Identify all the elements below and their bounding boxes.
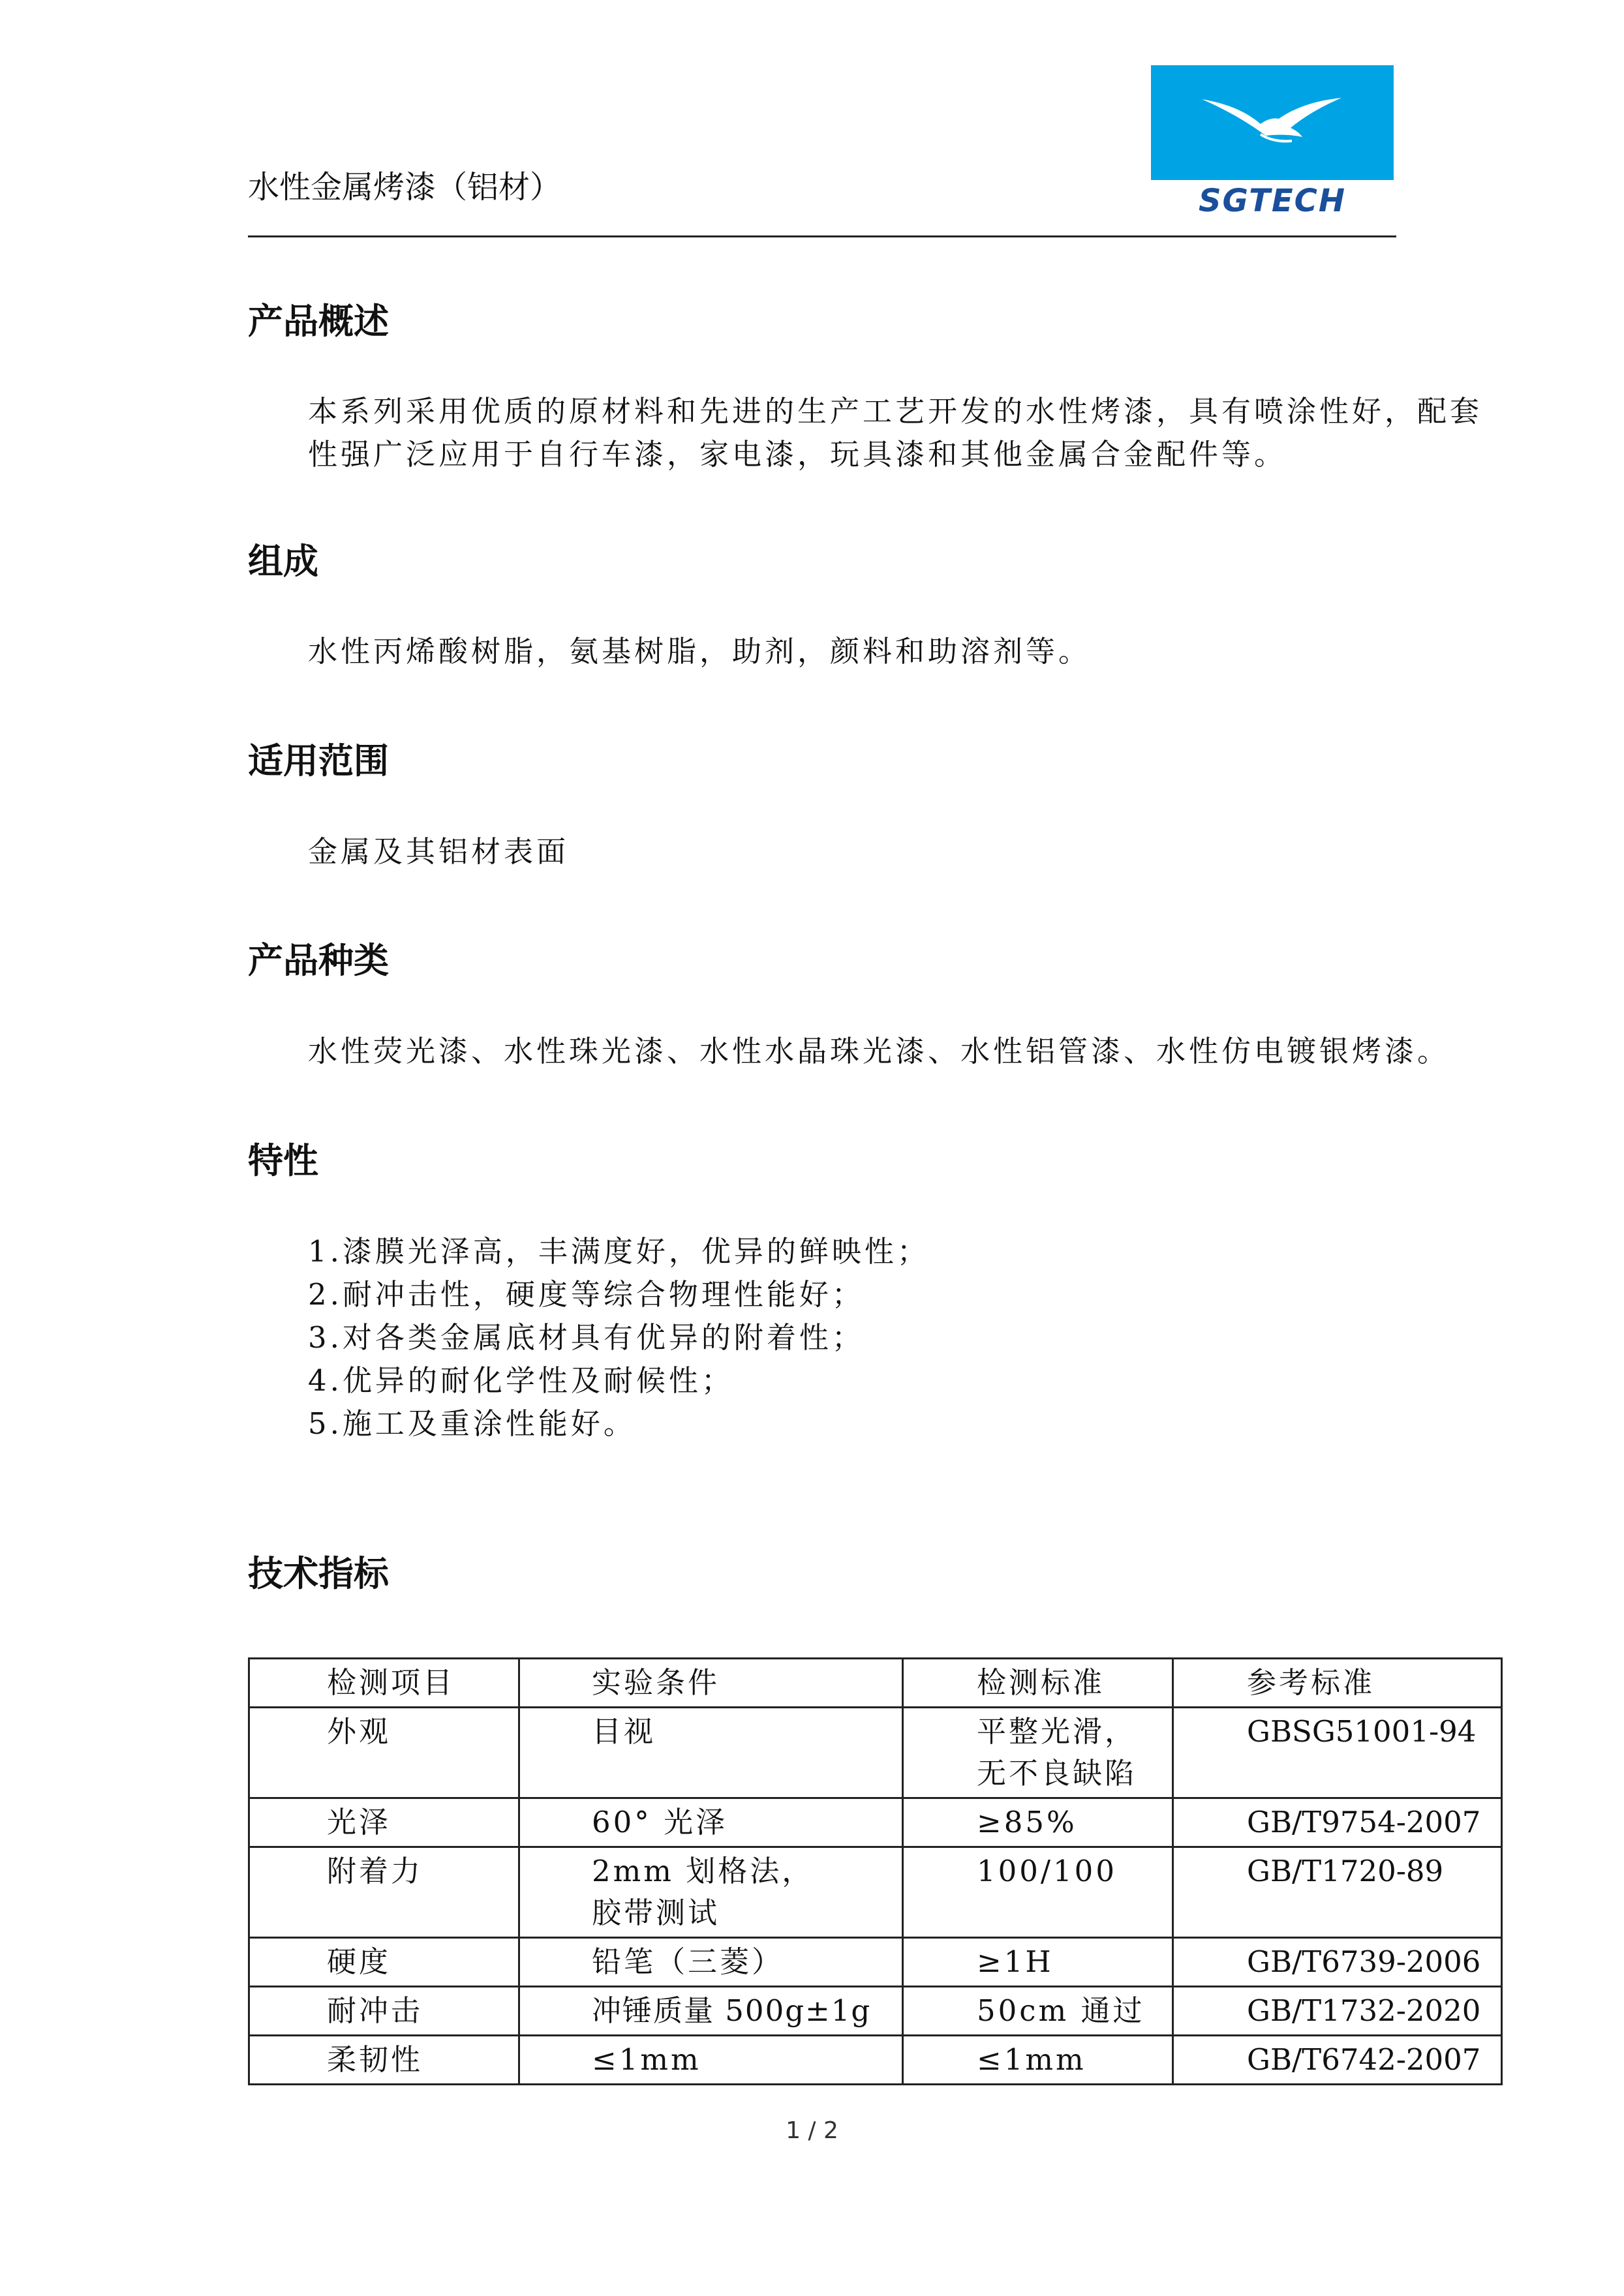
spec-standard: ≥1H — [903, 1938, 1173, 1987]
spec-standard: ≥85% — [903, 1798, 1173, 1847]
spec-item: 柔韧性 — [249, 2036, 519, 2085]
scope-text: 金属及其铝材表面 — [308, 834, 570, 869]
spec-standard: 50cm 通过 — [903, 1987, 1173, 2036]
spec-item: 耐冲击 — [249, 1987, 519, 2036]
page-number: 1 / 2 — [786, 2117, 838, 2144]
table-row — [249, 1708, 1502, 1798]
feature-item: 5.施工及重涂性能好。 — [308, 1406, 636, 1441]
overview-text — [308, 390, 1482, 476]
spec-item: 外观 — [249, 1708, 519, 1798]
column-header: 检测项目 — [249, 1659, 519, 1708]
table-row — [249, 1987, 1502, 2036]
header-divider — [248, 235, 1396, 237]
spec-reference: GBSG51001-94 — [1173, 1708, 1502, 1798]
spec-standard-line: 平整光滑， — [977, 1714, 1137, 1749]
spec-reference: GB/T1732-2020 — [1173, 1987, 1502, 2036]
features-heading: 特性 — [248, 1140, 318, 1181]
spec-reference: GB/T6742-2007 — [1173, 2036, 1502, 2085]
spec-item: 附着力 — [249, 1847, 519, 1938]
column-header: 检测标准 — [903, 1659, 1173, 1708]
spec-item: 硬度 — [249, 1938, 519, 1987]
spec-condition: 目视 — [519, 1708, 903, 1798]
spec-condition: 60° 光泽 — [519, 1798, 903, 1847]
spec-standard-line: 无不良缺陷 — [977, 1756, 1137, 1790]
spec-standard: ≤1mm — [903, 2036, 1173, 2085]
table-row — [249, 1798, 1502, 1847]
company-logo — [1151, 65, 1394, 222]
types-heading: 产品种类 — [248, 940, 389, 981]
spec-table — [248, 1657, 1503, 2085]
features-block — [308, 1230, 930, 1445]
table-header-row — [249, 1659, 1502, 1708]
feature-item: 1.漆膜光泽高，丰满度好，优异的鲜映性； — [308, 1234, 930, 1269]
composition-text: 水性丙烯酸树脂，氨基树脂，助剂，颜料和助溶剂等。 — [308, 634, 1092, 669]
logo-wordmark: SGTECH — [1198, 183, 1347, 219]
spec-reference: GB/T9754-2007 — [1173, 1798, 1502, 1847]
specs-heading: 技术指标 — [248, 1553, 389, 1594]
table-row — [249, 2036, 1502, 2085]
scope-heading: 适用范围 — [248, 740, 389, 781]
table-row — [249, 1938, 1502, 1987]
feature-item: 3.对各类金属底材具有优异的附着性； — [308, 1320, 865, 1355]
table-row — [249, 1847, 1502, 1938]
document-title: 水性金属烤漆（铝材） — [248, 169, 562, 205]
spec-item: 光泽 — [249, 1798, 519, 1847]
spec-condition: 冲锤质量 500g±1g — [519, 1987, 903, 2036]
spec-reference: GB/T1720-89 — [1173, 1847, 1502, 1938]
spec-condition: ≤1mm — [519, 2036, 903, 2085]
column-header: 实验条件 — [519, 1659, 903, 1708]
types-text: 水性荧光漆、水性珠光漆、水性水晶珠光漆、水性铝管漆、水性仿电镀银烤漆。 — [308, 1034, 1450, 1068]
logo-background — [1151, 65, 1394, 180]
overview-line: 性强广泛应用于自行车漆，家电漆，玩具漆和其他金属合金配件等。 — [308, 437, 1287, 472]
feature-item: 2.耐冲击性，硬度等综合物理性能好； — [308, 1277, 865, 1312]
column-header: 参考标准 — [1173, 1659, 1502, 1708]
overview-line: 本系列采用优质的原材料和先进的生产工艺开发的水性烤漆，具有喷涂性好，配套 — [308, 394, 1483, 429]
feature-item: 4.优异的耐化学性及耐候性； — [308, 1363, 734, 1398]
composition-heading: 组成 — [248, 541, 318, 582]
spec-standard — [903, 1708, 1173, 1798]
spec-reference: GB/T6739-2006 — [1173, 1938, 1502, 1987]
spec-condition: 铅笔（三菱） — [519, 1938, 903, 1987]
spec-condition: 2mm 划格法， 胶带测试 — [519, 1847, 903, 1938]
overview-heading: 产品概述 — [248, 301, 389, 342]
seagull-icon — [1151, 65, 1394, 180]
spec-standard: 100/100 — [903, 1847, 1173, 1938]
features-list — [308, 1230, 930, 1445]
